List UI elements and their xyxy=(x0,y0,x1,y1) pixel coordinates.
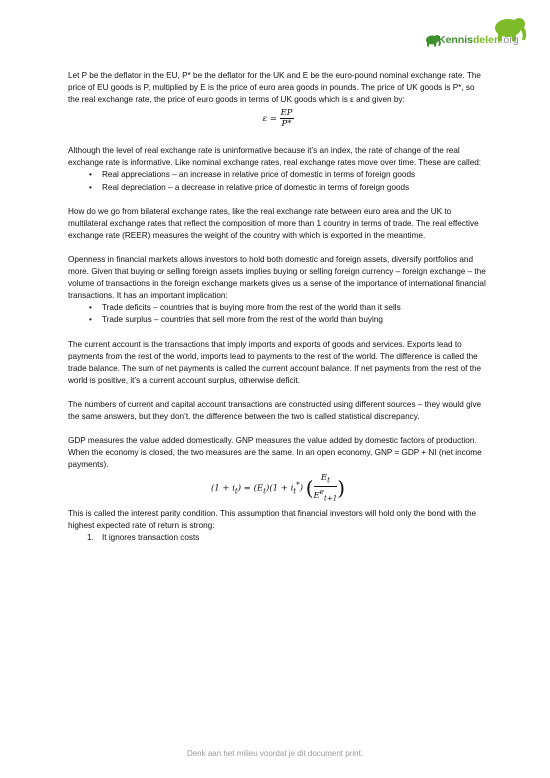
equation-interest-parity: $(1 + i_t) = (E_t)(1 + i_t^*)$ ( $\frac{E_t}{E^e_{t+1}}$ ) xyxy=(210,473,346,503)
logo xyxy=(416,14,536,54)
logo-text-kennis: Kennis xyxy=(438,34,474,46)
paragraph-reer: How do we go from bilateral exchange rates, like the real exchange rate between euro area and the UK to multilateral exchange rates that reflect the composition of more than 1 country in terms of trade. The real effective exchange rate (REER) measures the weight of the country with which is exported in the meantime. xyxy=(68,206,479,240)
bullet-list-trade xyxy=(68,302,488,326)
equation-fraction xyxy=(280,108,294,129)
list-item: • Real depreciation – a decrease in relative price of domestic in terms of foreign goods xyxy=(89,182,410,192)
equation-fraction: $\frac{E_t}{E^e_{t+1}}$ xyxy=(313,473,338,503)
list-item: • Trade surplus – countries that sell more from the rest of the world than buying xyxy=(89,315,383,325)
paragraph-interest-parity: This is called the interest parity condition. This assumption that financial investors will hold only the bond with the highest expected rate of return is strong: xyxy=(68,508,477,530)
footer-note: Denk aan het milieu voordat je dit document print. xyxy=(186,749,364,758)
equation-real-exchange-rate xyxy=(68,108,488,129)
logo-wordmark xyxy=(438,34,519,46)
logo-text-org: .org xyxy=(500,34,519,46)
logo-text-delen: delen xyxy=(473,34,501,46)
paragraph-current-account: The current account is the transactions that imply imports and exports of goods and services. Exports lead to payments from the rest of the world, imports lead to payments to the rest of the world. The difference is called the trade balance. The sum of net payments is called the current account balance. If net payments from the rest of the world is positive, it’s a current account surplus, otherwise deficit. xyxy=(68,339,482,385)
equation-denominator: P* xyxy=(281,119,292,130)
paragraph-gdp-gnp: GDP measures the value added domestically. GNP measures the value added by domestic factors of production. When the economy is closed, the two measures are the same. In an open economy, GNP = GDP + NI (net income payments). xyxy=(68,436,482,470)
list-item: • Real appreciations – an increase in relative price of domestic in terms of foreign goods xyxy=(89,170,416,180)
document-body xyxy=(68,70,488,544)
list-item: 1. It ignores transaction costs xyxy=(87,532,200,542)
paragraph-real-rates: Although the level of real exchange rate is uninformative because it’s an index, the rate of change of the real exchange rate is informative. Like nominal exchange rates, real exchange rates move over time. These are called: xyxy=(68,146,482,168)
numbered-list xyxy=(68,532,488,544)
bullet-list-appreciation xyxy=(68,169,488,193)
list-item: • Trade deficits – countries that is buying more from the rest of the world than it sells xyxy=(89,303,401,313)
equation-lhs: ε = xyxy=(262,114,277,125)
paragraph-openness: Openness in financial markets allows investors to hold both domestic and foreign assets, diversify portfolios and more. Given that buying or selling foreign assets implies buying or selling foreign currency – foreign exchange – the volume of transactions in the foreign exchange markets gives us a sense of the importance of international financial transactions. It has an important implication: xyxy=(68,254,486,301)
equation-numerator: EP xyxy=(280,108,293,119)
paragraph-deflator: Let P be the deflator in the EU, P* be the deflator for the UK and E be the euro-pound nominal exchange rate. The price of EU goods is P, multiplied by E is the price of euro area goods in pounds. The price of UK goods is P*, so the real exchange rate, the price of euro goods in terms of UK goods which is ε and given by: xyxy=(68,71,481,105)
paragraph-discrepancy: The numbers of current and capital account transactions are constructed using different sources – they would give the same answers, but they don’t. the difference between the two is called statistical discrepancy. xyxy=(68,399,482,421)
